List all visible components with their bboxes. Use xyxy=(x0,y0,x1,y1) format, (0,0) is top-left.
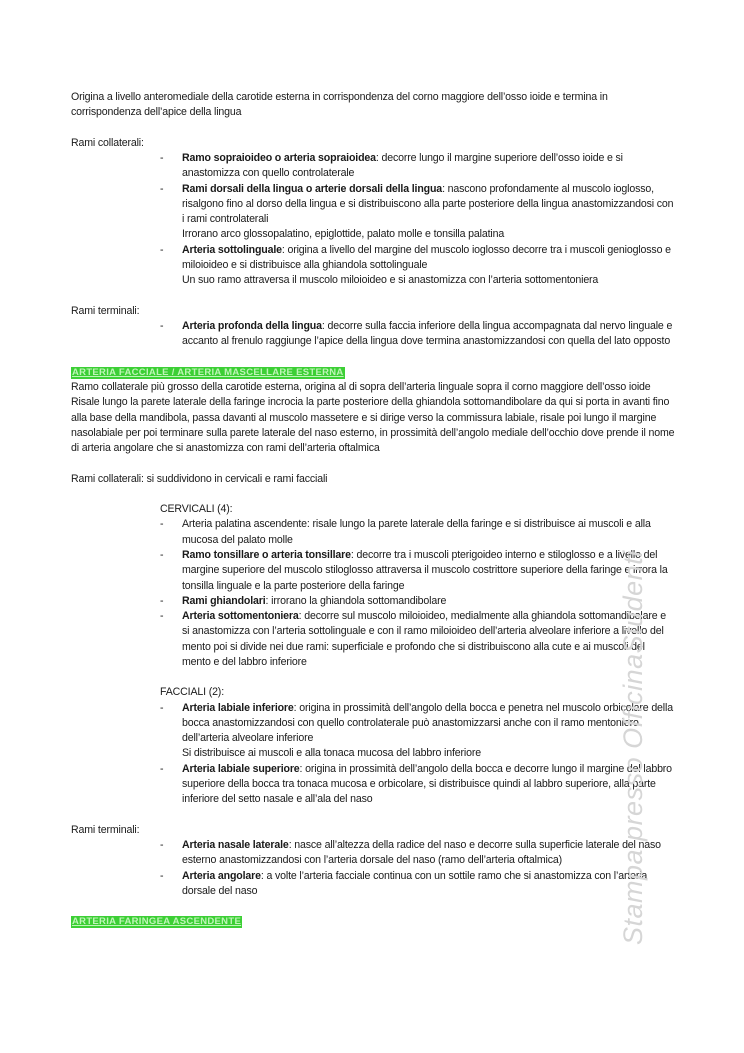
item-text: : nasce all’altezza della radice del naso e decorre sulla superficie laterale del naso esterno anastomizzandosi con l’arteria dorsale del naso (ramo dell’arteria oftalmica) xyxy=(182,839,661,867)
facial-branches-list xyxy=(71,701,675,808)
document-page xyxy=(71,90,675,930)
item-term: Rami ghiandolari xyxy=(182,594,266,607)
list-item xyxy=(182,609,675,670)
item-term: Arteria labiale superiore xyxy=(182,762,300,775)
list-item xyxy=(182,517,675,548)
cervical-list xyxy=(71,517,675,670)
list-item xyxy=(182,594,675,609)
collaterals-label: Rami collaterali: xyxy=(71,136,144,149)
facial-terminals-list xyxy=(71,838,675,899)
list-item xyxy=(182,838,675,869)
item-term: Arteria sottomentoniera xyxy=(182,610,299,623)
facial-collaterals-label: Rami collaterali: si suddividono in cervicali e rami facciali xyxy=(71,472,328,485)
item-term: Ramo tonsillare o arteria tonsillare xyxy=(182,548,351,561)
item-term: Arteria angolare xyxy=(182,869,261,882)
facial-branches-label: FACCIALI (2): xyxy=(160,686,224,699)
item-note: Un suo ramo attraversa il muscolo miloioideo e si anastomizza con l’arteria sottomentoniera xyxy=(182,274,599,287)
item-term: Ramo sopraioideo o arteria sopraioidea xyxy=(182,152,376,165)
intro-paragraph: Origina a livello anteromediale della carotide esterna in corrispondenza del corno maggiore dell’osso ioide e termina in corrispondenza dell’apice della lingua xyxy=(71,91,608,119)
item-text: : origina in prossimità dell’angolo della bocca e penetra nel muscolo orbicolare della bocca anastomizzandosi con quello controlaterale può anastomizzarsi anche con il ramo mentoniero dell’arteria alveolare inferiore xyxy=(182,701,673,745)
lingual-collaterals-list xyxy=(71,151,675,288)
list-item xyxy=(182,869,675,900)
facial-terminals-label: Rami terminali: xyxy=(71,823,140,836)
list-item xyxy=(182,548,675,594)
lingual-terminals-list xyxy=(71,319,675,350)
list-item xyxy=(182,762,675,808)
item-term: Arteria nasale laterale xyxy=(182,839,289,852)
section-heading-facial: ARTERIA FACCIALE / ARTERIA MASCELLARE ESTERNA xyxy=(72,366,344,378)
list-item xyxy=(182,319,675,350)
terminals-label: Rami terminali: xyxy=(71,304,140,317)
item-text: : a volte l’arteria facciale continua con un sottile ramo che si anastomizza con l’arteria dorsale del naso xyxy=(182,869,648,897)
list-item xyxy=(182,243,675,289)
item-term: Arteria profonda della lingua xyxy=(182,319,322,332)
item-term: Rami dorsali della lingua o arterie dorsali della lingua xyxy=(182,182,443,195)
watermark: Stampa presso OfficinaStudenti xyxy=(618,550,648,945)
list-item xyxy=(182,182,675,243)
item-term: Arteria labiale inferiore xyxy=(182,701,294,714)
item-text: : decorre tra i muscoli pterigoideo interno e stiloglosso e a livello del margine superiore del muscolo stiloglosso attraversa il muscolo costrittore superiore della faringe e irrora la tonsilla linguale e la parte posteriore della faringe xyxy=(182,548,668,592)
list-item xyxy=(182,701,675,762)
item-text: : nascono profondamente al muscolo ioglosso, risalgono fino al dorso della lingua e si distribuiscono alla parte posteriore della lingua anastomizzandosi con i rami controlaterali xyxy=(182,182,674,226)
item-text: Arteria palatina ascendente: risale lungo la parete laterale della faringe e si distribuisce ai muscoli e alla mucosa del palato molle xyxy=(182,518,651,546)
item-text: : decorre lungo il margine superiore dell’osso ioide e si anastomizza con quello controlaterale xyxy=(182,152,623,180)
item-text: : decorre sul muscolo miloioideo, medialmente alla ghiandola sottomandibolare e si anastomizza con l’arteria sottolinguale e con il ramo miloioideo dell’arteria alveolare inferiore a livello del mento poi si divide nei due rami: superficiale e profondo che si distribuiscono alla cute e ai muscoli del mento e del labbro inferiore xyxy=(182,610,667,668)
facial-paragraph-1: Ramo collaterale più grosso della carotide esterna, origina al di sopra dell’arteria linguale sopra il corno maggiore dell’osso ioide xyxy=(71,381,651,394)
item-note: Irrorano arco glossopalatino, epiglottide, palato molle e tonsilla palatina xyxy=(182,228,505,241)
section-heading-pharyngeal: ARTERIA FARINGEA ASCENDENTE xyxy=(72,916,242,928)
item-text: : decorre sulla faccia inferiore della lingua accompagnata dal nervo linguale e accanto al frenulo raggiunge l’apice della lingua dove termina anastomizzandosi con quella del lato opposto xyxy=(182,319,673,348)
cervical-label: CERVICALI (4): xyxy=(160,503,233,516)
list-item xyxy=(182,151,675,182)
facial-paragraph-2: Risale lungo la parete laterale della faringe incrocia la parte posteriore della ghiandola sottomandibolare da qui si porta in avanti fino alla base della mandibola, passa davanti al muscolo massetere e si dirige verso la commissura labiale, risale poi lungo il margine nasolabiale per poi terminare sulla parete laterale del naso esterno, in prossimità dell’angolo mediale dell’occhio dove prende il nome di arteria angolare che si anastomizza con rami dell’arteria oftalmica xyxy=(71,396,675,455)
item-note: Si distribuisce ai muscoli e alla tonaca mucosa del labbro inferiore xyxy=(182,747,481,760)
item-text: : origina a livello del margine del muscolo ioglosso decorre tra i muscoli genioglosso e miloioideo e si distribuisce alla ghiandola sottolinguale xyxy=(182,243,671,271)
item-text: : irrorano la ghiandola sottomandibolare xyxy=(265,594,447,607)
item-term: Arteria sottolinguale xyxy=(182,243,282,256)
item-text: : origina in prossimità dell’angolo della bocca e decorre lungo il margine del labbro superiore della bocca tra tonaca mucosa e orbicolare, si distribuisce quindi al labbro superiore, alla parte inferiore del setto nasale e all’ala del naso xyxy=(182,762,672,806)
